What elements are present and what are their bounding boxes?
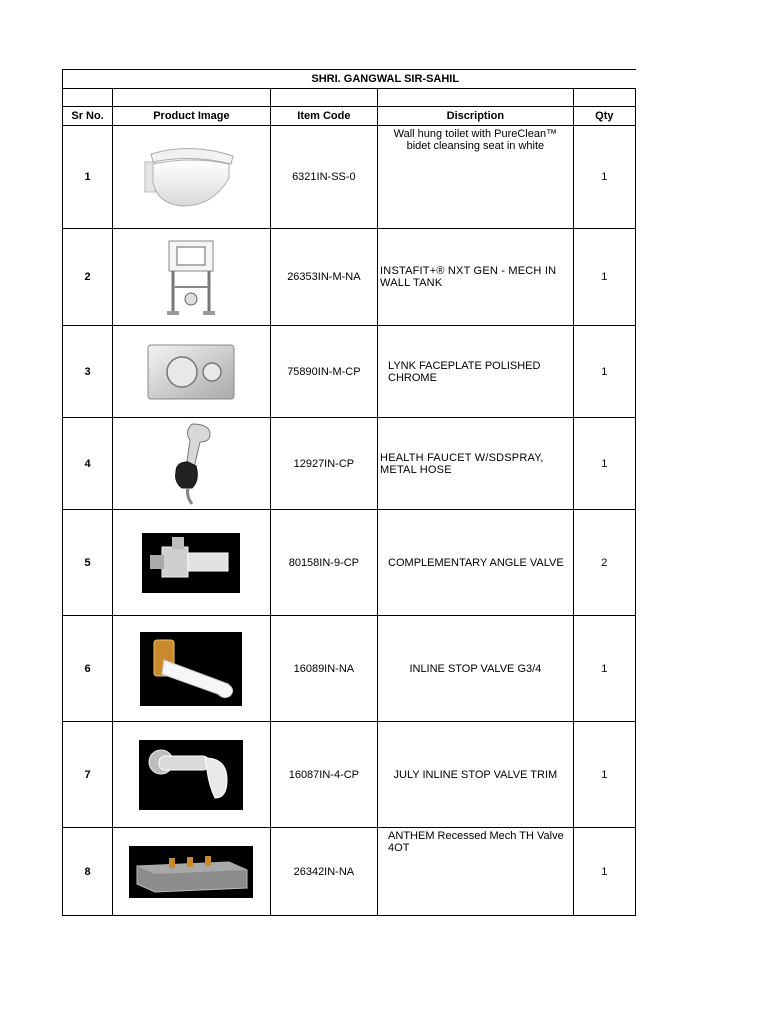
health-faucet-icon — [166, 422, 216, 506]
sheet-title-text: SHRI. GANGWAL SIR-SAHIL — [311, 73, 460, 85]
title-row — [63, 70, 636, 89]
spacer-row — [63, 89, 636, 107]
in-wall-tank-frame-icon — [163, 237, 219, 317]
wall-hung-toilet-icon — [143, 142, 239, 212]
sheet-title — [63, 70, 636, 89]
flush-faceplate-icon — [146, 341, 236, 403]
spacer-cell — [378, 89, 574, 107]
table-row — [63, 126, 636, 229]
row-description: ANTHEM Recessed Mech TH Valve 4OT — [378, 828, 574, 916]
spacer-cell — [573, 89, 635, 107]
table-row — [63, 229, 636, 326]
row-qty: 1 — [573, 229, 635, 326]
product-image — [113, 326, 271, 418]
inline-stop-valve-icon — [140, 632, 242, 706]
spacer-cell — [113, 89, 271, 107]
row-qty: 1 — [573, 828, 635, 916]
row-qty: 2 — [573, 510, 635, 616]
row-code: 16087IN-4-CP — [270, 722, 377, 828]
row-description: INSTAFIT+® NXT GEN - MECH IN WALL TANK — [378, 229, 574, 326]
product-image — [113, 828, 271, 916]
angle-valve-icon — [142, 533, 240, 593]
row-description: JULY INLINE STOP VALVE TRIM — [378, 722, 574, 828]
table-row — [63, 722, 636, 828]
row-description: LYNK FACEPLATE POLISHED CHROME — [378, 326, 574, 418]
header-code: Item Code — [270, 107, 377, 126]
recessed-valve-icon — [129, 846, 253, 898]
row-code: 26353IN-M-NA — [270, 229, 377, 326]
row-qty: 1 — [573, 126, 635, 229]
row-code: 12927IN-CP — [270, 418, 377, 510]
table-row — [63, 418, 636, 510]
row-qty: 1 — [573, 722, 635, 828]
table-row — [63, 326, 636, 418]
product-sheet — [62, 69, 636, 916]
row-qty: 1 — [573, 418, 635, 510]
row-sr: 1 — [63, 126, 113, 229]
spacer-cell — [270, 89, 377, 107]
row-sr: 3 — [63, 326, 113, 418]
row-sr: 7 — [63, 722, 113, 828]
table-row — [63, 510, 636, 616]
row-code: 75890IN-M-CP — [270, 326, 377, 418]
product-image — [113, 616, 271, 722]
row-description: HEALTH FAUCET W/SDSPRAY, METAL HOSE — [378, 418, 574, 510]
header-qty: Qty — [573, 107, 635, 126]
row-description: INLINE STOP VALVE G3/4 — [378, 616, 574, 722]
product-image — [113, 229, 271, 326]
table-row — [63, 616, 636, 722]
header-description: Discription — [378, 107, 574, 126]
product-image — [113, 126, 271, 229]
header-sr: Sr No. — [63, 107, 113, 126]
product-table — [62, 69, 636, 916]
row-description: Wall hung toilet with PureClean™ bidet cleansing seat in white — [378, 126, 574, 229]
row-sr: 8 — [63, 828, 113, 916]
header-row — [63, 107, 636, 126]
row-code: 6321IN-SS-0 — [270, 126, 377, 229]
valve-trim-icon — [139, 740, 243, 810]
table-row — [63, 828, 636, 916]
row-code: 26342IN-NA — [270, 828, 377, 916]
row-code: 16089IN-NA — [270, 616, 377, 722]
header-image: Product Image — [113, 107, 271, 126]
row-sr: 6 — [63, 616, 113, 722]
row-description: COMPLEMENTARY ANGLE VALVE — [378, 510, 574, 616]
product-image — [113, 510, 271, 616]
row-qty: 1 — [573, 616, 635, 722]
row-qty: 1 — [573, 326, 635, 418]
spacer-cell — [63, 89, 113, 107]
row-sr: 4 — [63, 418, 113, 510]
row-code: 80158IN-9-CP — [270, 510, 377, 616]
product-image — [113, 722, 271, 828]
product-image — [113, 418, 271, 510]
row-sr: 2 — [63, 229, 113, 326]
row-sr: 5 — [63, 510, 113, 616]
